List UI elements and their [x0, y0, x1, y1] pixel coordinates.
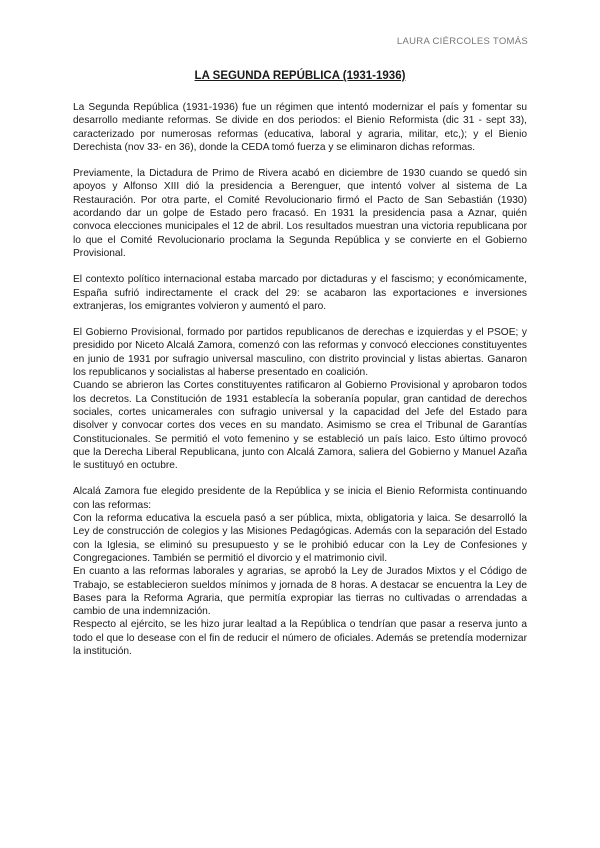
paragraph-labour-agrarian-reform: En cuanto a las reformas laborales y agrarias, se aprobó la Ley de Jurados Mixtos y el Código de Trabajo, se establecieron sueldos mínimos y jornada de 8 horas. A destacar se encuentra la Ley de Bases para la Reforma Agraria, que permitía expropiar las tierras no cultivadas o arrendadas a cambio de una indemnización. [73, 566, 527, 618]
paragraph-reformist-biennium: Alcalá Zamora fue elegido presidente de la República y se inicia el Bienio Reformista continuando con las reformas: [73, 486, 527, 511]
paragraph-background: Previamente, la Dictadura de Primo de Rivera acabó en diciembre de 1930 cuando se quedó sin apoyos y Alfonso XIII dió la presidencia a Berenguer, que intentó volver al sistema de La Restauración. Por otra parte, el Comité Revolucionario firmó el Pacto de San Sebastián (1930) acordando dar un golpe de Estado pero fracasó. En 1931 la presidencia pasa a Aznar, quién convoca elecciones municipales el 12 de abril. Los resultados muestran una victoria republicana por lo que el Comité Revolucionario proclama la Segunda República y se convierte en el Gobierno Provisional. [73, 168, 527, 259]
paragraph-military-reform: Respecto al ejército, se les hizo jurar lealtad a la República o tendrían que pasar a reserva junto a todo el que lo desease con el fin de reducir el número de oficiales. Además se pretendía modernizar la institución. [73, 619, 527, 657]
paragraph-context: El contexto político internacional estaba marcado por dictaduras y el fascismo; y económicamente, España sufrió indirectamente el crack del 29: se acabaron las exportaciones e inversiones extranjeras, los emigrantes volvieron y aumentó el paro. [73, 274, 527, 312]
paragraph-provisional-government: El Gobierno Provisional, formado por partidos republicanos de derechas e izquierdas y el PSOE; y presidido por Niceto Alcalá Zamora, comenzó con las reformas y convocó elecciones constituyentes en junio de 1931 por sufragio universal masculino, con distrito provincial y listas abiertas. Ganaron los republicanos y socialistas al haberse presentado en coalición. [73, 327, 527, 379]
paragraph-constitution: Cuando se abrieron las Cortes constituyentes ratificaron al Gobierno Provisional y aprobaron todos los decretos. La Constitución de 1931 establecía la soberanía popular, gran cantidad de derechos sociales, cortes unicamerales con sufragio universal y la capacidad del Jefe del Estado para disolver y convocar cortes dos veces en su mandato. Asimismo se crea el Tribunal de Garantías Constitucionales. Se permitió el voto femenino y se estableció un país laico. Esto último provocó que la Derecha Liberal Republicana, junto con Alcalá Zamora, saliera del Gobierno y Manuel Azaña le sustituyó en octubre. [73, 380, 527, 472]
header-author: LAURA CIÉRCOLES TOMÁS [396, 36, 528, 47]
document-title: LA SEGUNDA REPÚBLICA (1931-1936) [194, 70, 406, 82]
paragraph-intro: La Segunda República (1931-1936) fue un régimen que intentó modernizar el país y fomentar su desarrollo mediante reformas. Se divide en dos periodos: el Bienio Reformista (dic 31 - sept 33), caracterizado por numerosas reformas (educativa, laboral y agraria, militar, etc,); y el Bienio Derechista (nov 33- en 36), donde la CEDA tomó fuerza y se eliminaron dichas reformas. [73, 102, 527, 153]
document-body [73, 101, 527, 658]
paragraph-education-reform: Con la reforma educativa la escuela pasó a ser pública, mixta, obligatoria y laica. Se desarrolló la Ley de construcción de colegios y las Misiones Pedagógicas. Además con la separación del Estado con la Iglesia, se eliminó su presupuesto y se le prohibió educar con la Ley de Confesiones y Congregaciones. También se permitió el divorcio y el matrimonio civil. [73, 513, 527, 564]
